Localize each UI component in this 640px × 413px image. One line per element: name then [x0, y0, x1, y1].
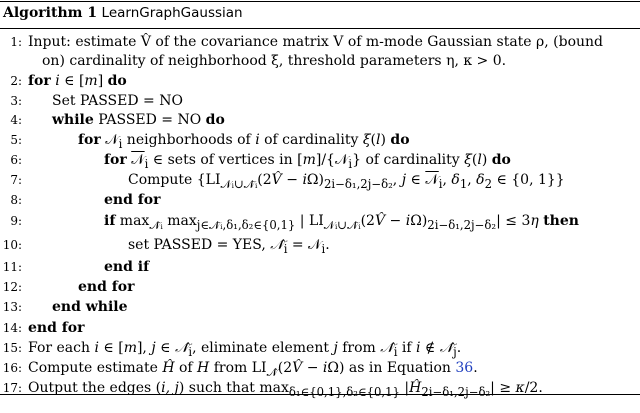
line-text: for 𝒩$_i$ neighborhoods of i of cardinality ξ(l) do — [78, 132, 410, 151]
line-number: 12: — [2, 280, 22, 294]
line-number: 6: — [10, 153, 22, 167]
algorithm-line — [0, 110, 640, 130]
line-number: 13: — [2, 300, 22, 314]
algorithm-name: LearnGraphGaussian — [101, 5, 243, 21]
algorithm-line — [0, 277, 640, 297]
bottom-rule — [0, 394, 640, 395]
caption-rule — [0, 28, 640, 29]
algorithm-line — [0, 358, 640, 378]
line-number: 16: — [2, 361, 22, 375]
algorithm-line — [0, 257, 640, 277]
line-text: while PASSED = NO do — [52, 112, 225, 128]
algorithm-line — [0, 170, 640, 190]
algorithm-line — [0, 71, 640, 91]
algorithm-label: Algorithm 1 — [3, 5, 98, 21]
line-number: 1: — [10, 35, 22, 49]
algorithm-caption — [3, 5, 243, 21]
line-number: 9: — [10, 214, 22, 228]
line-text: on) cardinality of neighborhood ξ, threshold parameters η, κ > 0. — [42, 53, 507, 69]
algorithm-line — [0, 51, 640, 71]
algorithm-line — [0, 91, 640, 111]
algorithm-line — [0, 211, 640, 231]
line-text: Compute estimate Ĥ of H from $LI_{𝒩̂}(2V̂ - i\Omega)$ as in Equation 36. — [28, 360, 478, 379]
line-text: Set PASSED = NO — [52, 93, 183, 109]
line-number: 15: — [2, 341, 22, 355]
line-text: Compute {$LI_{𝒩ᵢ\cup 𝒩̄ᵢ}(2V̂ - i\Omega)_{2i-\delta_1,2j-\delta_2}$, j ∈ 𝒩$_i$, $\delta_1$, $\delta_2$ ∈ {0, 1}} — [128, 172, 565, 191]
top-rule — [0, 1, 640, 2]
line-text: if $\max_{𝒩̄ᵢ} \max_{j\in 𝒩̄ᵢ,\delta_1,\delta_2\in\{0,1\}}$ | $LI_{𝒩ᵢ\cup 𝒩̄ᵢ}(2V̂ - i\Omega)_{2i-\delta_1,2j-\delta_2}| \le 3\eta$ then — [104, 213, 579, 232]
line-text: set PASSED = YES, $𝒩̂_i$ = 𝒩$_i$. — [128, 237, 330, 256]
line-number: 8: — [10, 193, 22, 207]
line-text: Output the edges (i, j) such that $\max_{\delta_1\in\{0,1\},\delta_2\in\{0,1\}}$ $|Ĥ_{2i-\delta_1,2j-\delta_2}| \ge \kappa/2$. — [28, 380, 543, 399]
line-number: 2: — [10, 74, 22, 88]
line-text: end for — [28, 320, 85, 336]
equation-link[interactable]: 36 — [455, 360, 474, 376]
line-text: Input: estimate V̂ of the covariance matrix V of m-mode Gaussian state ρ, (bound — [28, 34, 604, 50]
line-number: 14: — [2, 321, 22, 335]
algorithm-line — [0, 318, 640, 338]
line-text: end while — [52, 299, 128, 315]
algorithm-line — [0, 130, 640, 150]
line-number: 11: — [2, 260, 22, 274]
algorithm-line — [0, 150, 640, 170]
line-number: 5: — [10, 133, 22, 147]
algorithm-line — [0, 32, 640, 52]
line-text: end if — [104, 259, 150, 275]
algorithm-line — [0, 378, 640, 398]
algorithm-line — [0, 297, 640, 317]
line-text: for 𝒩$_i$ ∈ sets of vertices in [m]/{𝒩$_i$} of cardinality ξ(l) do — [104, 152, 511, 171]
algorithm-line — [0, 235, 640, 255]
line-number: 4: — [10, 113, 22, 127]
line-text: for i ∈ [m] do — [28, 73, 127, 89]
line-number: 7: — [10, 173, 22, 187]
line-text: end for — [104, 192, 161, 208]
line-text: end for — [78, 279, 135, 295]
algorithm-line — [0, 338, 640, 358]
line-number: 17: — [2, 381, 22, 395]
line-number: 10: — [2, 238, 22, 252]
line-number: 3: — [10, 94, 22, 108]
line-text: For each i ∈ [m], j ∈ $𝒩̂_i$, eliminate element j from $𝒩̂_i$ if i ∉ $𝒩̂_j$. — [28, 340, 462, 359]
algorithm-line — [0, 190, 640, 210]
